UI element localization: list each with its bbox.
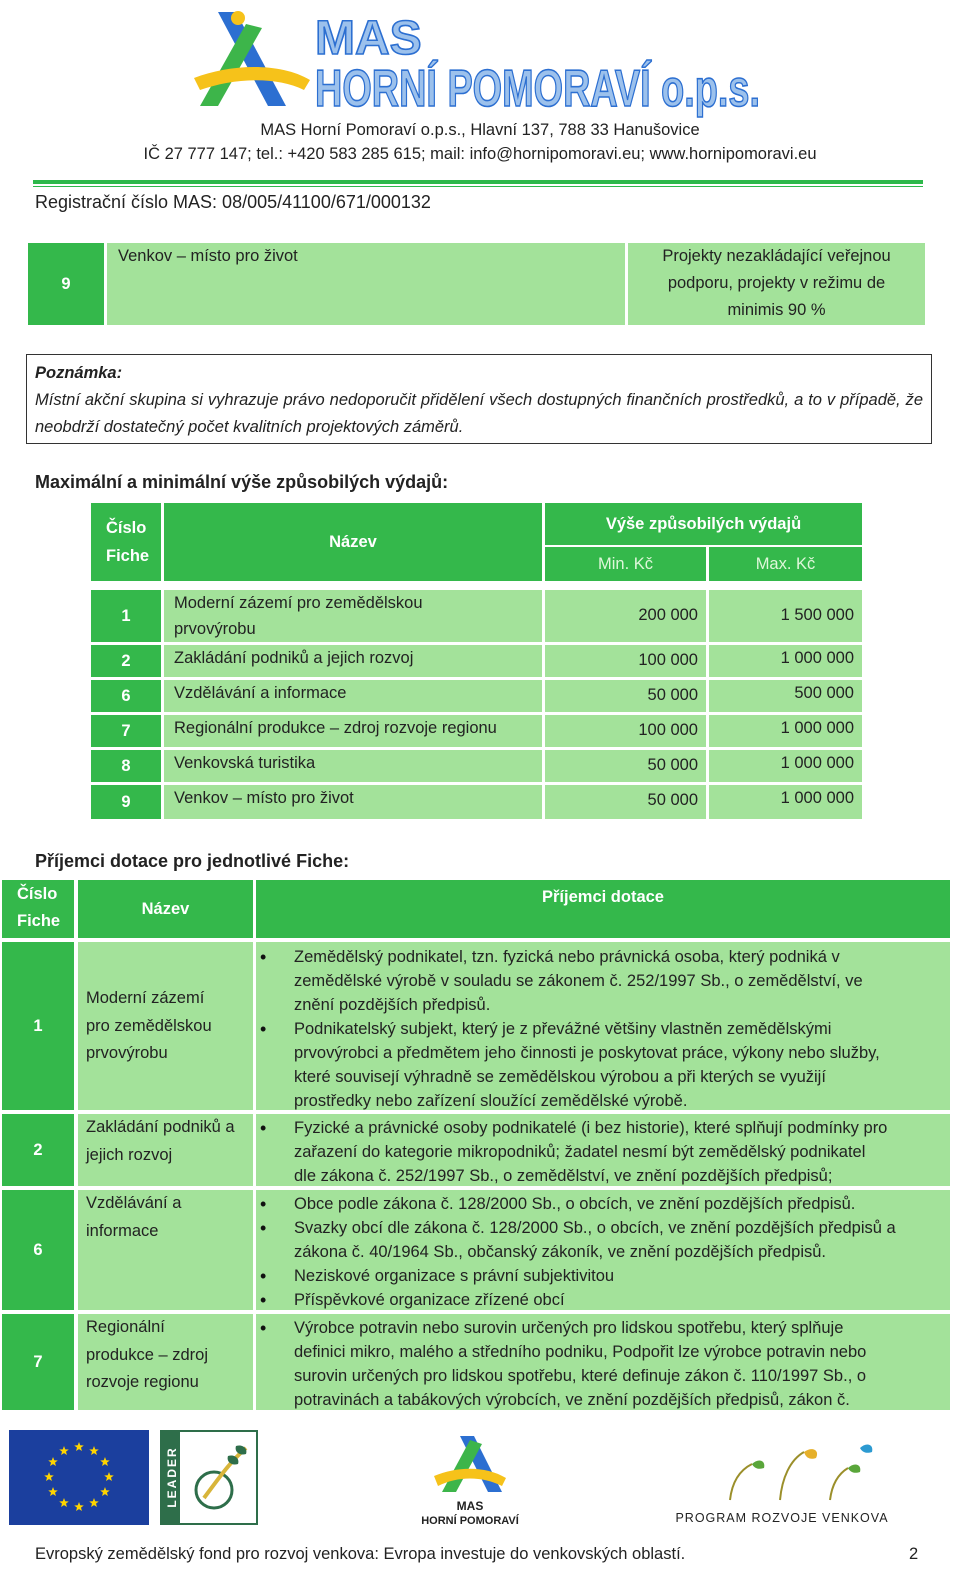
list-item-line: prvovýrobci a předmětem jeho činnosti je poskytovat práce, výkony nebo služby, [294,1044,880,1062]
expenses-col-amount: Výše způsobilých výdajů [545,503,862,545]
footer-text: Evropský zemědělský fond pro rozvoj venkova: Evropa investuje do venkovských oblastí. [35,1545,686,1563]
top-row-number: 9 [28,243,104,325]
leader-emblem-icon [184,1438,254,1518]
recipients-row-name-line: prvovýrobu [86,1044,168,1062]
mas-small-logo-line1: MAS [456,1499,484,1513]
leader-logo [160,1430,258,1525]
col-number-line: Fiche [106,547,150,565]
recipients-row-name [78,942,253,1110]
recipients-row-name-line: pro zemědělskou [86,1016,212,1035]
recipients-row-name [78,1190,253,1310]
list-item-line: • Fyzické a právnické osoby podnikatelé (i bez historie), které splňují podmínky pro [294,1119,888,1137]
expenses-row-number: 9 [91,785,161,819]
recipients-row-name-line: produkce – zdroj [86,1345,208,1364]
expenses-col-min: Min. Kč [545,547,706,581]
expenses-row-name-line: Moderní zázemí pro zemědělskou [174,594,423,612]
mas-small-logo-line2: HORNÍ POMORAVÍ [421,1515,519,1527]
list-item-line: • Svazky obcí dle zákona č. 128/2000 Sb., o obcích, ve znění pozdějších předpisů a [294,1219,896,1237]
expenses-row-min: 100 000 [545,715,706,747]
mas-emblem-icon [194,11,310,106]
recipients-col-number [2,880,74,938]
note-title: Poznámka: [35,364,123,382]
col-number-line: Číslo [17,885,58,903]
recipients-row-name-line: Moderní zázemí [86,989,205,1007]
expenses-row-max: 1 000 000 [709,645,862,677]
recipients-heading: Příjemci dotace pro jednotlivé Fiche: [35,851,350,871]
recipients-row-name-line: Vzdělávání a [86,1194,182,1212]
col-number-line: Číslo [106,519,147,537]
list-item-line: znění pozdějších předpisů. [294,996,491,1014]
top-row-note-line: minimis 90 % [727,301,826,319]
expenses-row-max: 1 000 000 [709,785,862,819]
expenses-row-name: Venkov – místo pro život [164,785,542,819]
recipients-row-name [78,1314,253,1410]
expenses-row-name-line: prvovýrobu [174,620,256,638]
logo-text-line2: HORNÍ POMORAVÍ o.p.s. [315,60,760,118]
list-item-line: • Neziskové organizace s právní subjektivitou [294,1267,615,1285]
recipients-list [256,1316,950,1412]
expenses-row-name: Zakládání podniků a jejich rozvoj [164,645,542,677]
recipients-row-content [256,1114,950,1186]
recipients-row-name-line: jejich rozvoj [86,1145,173,1164]
page-number: 2 [909,1545,919,1563]
expenses-row-number: 7 [91,715,161,747]
top-row-note-line: Projekty nezakládající veřejnou [662,247,891,265]
mas-emblem-icon [434,1436,506,1492]
expenses-col-name: Název [164,503,542,581]
recipients-row-name-line: Zakládání podniků a [86,1118,235,1136]
registration-number: Registrační číslo MAS: 08/005/41100/671/000132 [35,192,431,212]
list-item [256,1264,950,1288]
expenses-row-name [164,590,542,642]
recipients-row-content [256,1314,950,1410]
recipients-row-name [78,1114,253,1186]
expenses-col-max: Max. Kč [709,547,862,581]
recipients-row-number: 6 [2,1190,74,1310]
list-item [256,1116,950,1188]
recipients-col-name: Název [78,880,253,938]
prv-plants-icon [730,1445,872,1500]
mas-logo [190,6,770,118]
recipients-row-content [256,1190,950,1310]
list-item-line: zařazení do kategorie mikropodniků; žadatel nesmí být zemědělský podnikatel [294,1143,866,1161]
recipients-list [256,945,950,1113]
list-item-line: zemědělské výrobě v souladu se zákonem č. 252/1997 Sb., o zemědělství, ve [294,972,863,990]
mas-small-logo [420,1430,520,1530]
expenses-row-name: Regionální produkce – zdroj rozvoje regionu [164,715,542,747]
prv-label: PROGRAM ROZVOJE VENKOVA [675,1511,889,1525]
list-item-line: • Příspěvkové organizace zřízené obcí [294,1291,565,1309]
list-item-line: zákona č. 40/1964 Sb., občanský zákoník, ve znění pozdějších předpisů. [294,1243,826,1261]
list-item-line: • Výrobce potravin nebo surovin určených pro lidskou spotřebu, který splňuje [294,1319,844,1337]
expenses-row-number: 1 [91,590,161,642]
expenses-row-max: 1 500 000 [709,590,862,642]
note-text: Místní akční skupina si vyhrazuje právo nedoporučit přidělení všech dostupných finančních prostředků, a to v případě, že neobdrží dostatečný počet kvalitních projektových záměrů. [35,391,923,436]
recipients-row-number: 2 [2,1114,74,1186]
address-line-1: MAS Horní Pomoraví o.p.s., Hlavní 137, 788 33 Hanušovice [260,121,700,139]
col-number-line: Fiche [17,912,61,930]
recipients-row-name-line: rozvoje regionu [86,1373,199,1391]
list-item [256,1017,950,1113]
list-item-line: surovin určených pro lidskou spotřebu, které definuje zákon č. 110/1997 Sb., o [294,1367,867,1385]
address-line-2: IČ 27 777 147; tel.: +420 583 285 615; mail: info@hornipomoravi.eu; www.hornipomoravi.eu [143,145,817,163]
list-item [256,945,950,1017]
list-item-line: které souvisejí výhradně se zemědělskou výrobou a při kterých se využijí [294,1068,826,1086]
expenses-row-max: 500 000 [709,680,862,712]
recipients-row-name-line: Regionální [86,1318,165,1336]
eu-flag-icon [9,1430,149,1525]
logo-text-line1: MAS [315,12,422,65]
list-item-line: potravinách a tabákových výrobcích, ve znění pozdějších předpisů, zákon č. [294,1391,850,1409]
list-item [256,1216,950,1264]
expenses-row-min: 200 000 [545,590,706,642]
recipients-row-name-line: informace [86,1221,159,1240]
recipients-list [256,1192,950,1312]
expenses-row-min: 50 000 [545,750,706,782]
recipients-col-recipients: Příjemci dotace [256,880,950,938]
list-item-line: • Podnikatelský subjekt, který je z převážné většiny vlastněn zemědělskými [294,1020,832,1038]
note-box [26,354,932,444]
list-item-line: prostředky nebo zařízení sloužící zemědělské výrobě. [294,1092,688,1110]
list-item-line: dle zákona č. 252/1997 Sb., o zemědělství, ve znění pozdějších předpisů; [294,1167,833,1185]
recipients-list [256,1116,950,1188]
expenses-row-number: 2 [91,645,161,677]
list-item-line: • Zemědělský podnikatel, tzn. fyzická nebo právnická osoba, který podniká v [294,948,840,966]
expenses-row-name: Vzdělávání a informace [164,680,542,712]
top-row-name: Venkov – místo pro život [107,243,625,325]
list-item-line: • Obce podle zákona č. 128/2000 Sb., o obcích, ve znění pozdějších předpisů. [294,1195,856,1213]
leader-label: LEADER [165,1446,179,1508]
expenses-row-min: 100 000 [545,645,706,677]
top-row-note-line: podporu, projekty v režimu de [667,274,886,292]
expenses-row-min: 50 000 [545,785,706,819]
top-row-note [628,243,925,325]
recipients-row-number: 1 [2,942,74,1110]
recipients-row-content [256,942,950,1110]
expenses-row-name: Venkovská turistika [164,750,542,782]
expenses-row-max: 1 000 000 [709,750,862,782]
recipients-row-number: 7 [2,1314,74,1410]
expenses-col-number [91,503,161,581]
expenses-heading: Maximální a minimální výše způsobilých výdajů: [35,472,449,492]
expenses-row-number: 6 [91,680,161,712]
expenses-row-max: 1 000 000 [709,715,862,747]
list-item [256,1288,950,1312]
list-item-line: definici mikro, malého a středního podniku, Podpořit lze výrobce potravin nebo [294,1343,867,1361]
header-divider [33,180,923,188]
prv-logo [670,1430,895,1530]
expenses-row-number: 8 [91,750,161,782]
expenses-row-min: 50 000 [545,680,706,712]
list-item [256,1316,950,1412]
list-item [256,1192,950,1216]
